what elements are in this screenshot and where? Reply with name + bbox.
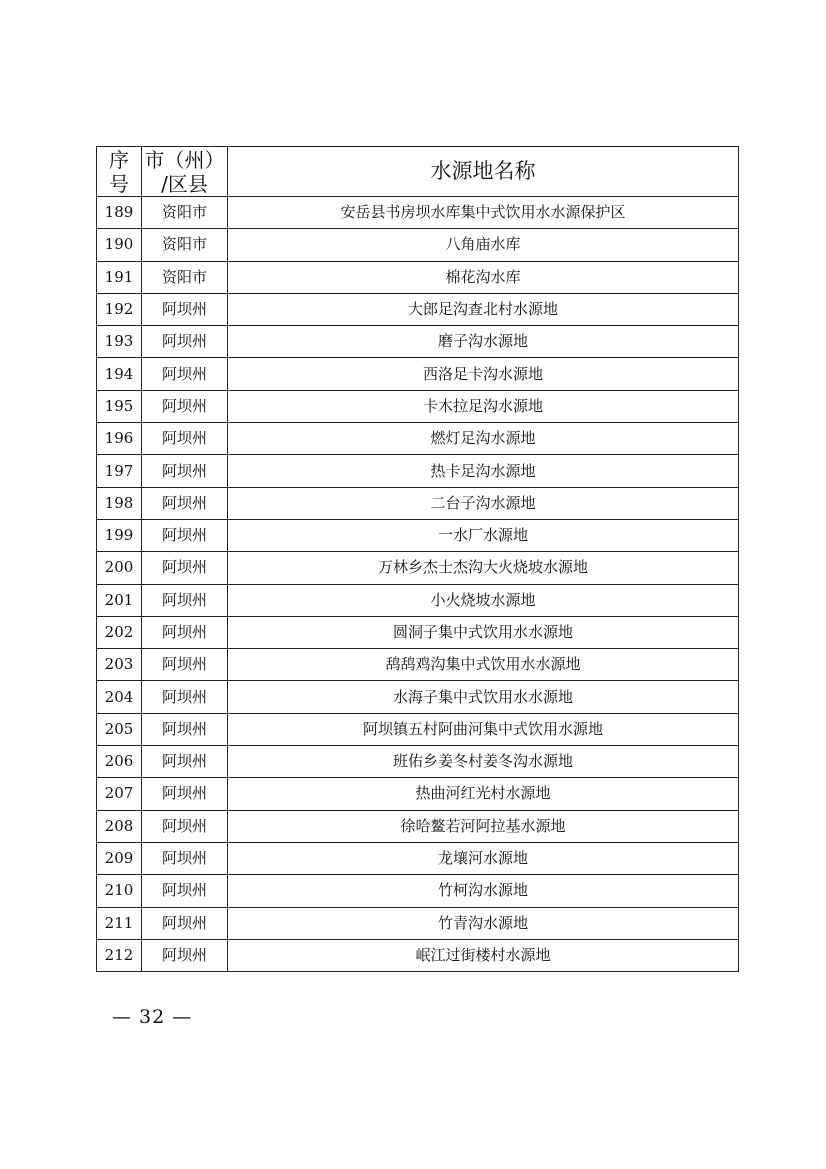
table-row xyxy=(97,390,739,422)
cell-serial-number: 204 xyxy=(97,681,142,713)
cell-serial-number: 190 xyxy=(97,229,142,261)
cell-city: 阿坝州 xyxy=(142,778,228,810)
table-row xyxy=(97,842,739,874)
table-row xyxy=(97,810,739,842)
header-serial-number xyxy=(97,147,142,197)
cell-water-source-name: 磨子沟水源地 xyxy=(228,326,739,358)
cell-water-source-name: 大郎足沟查北村水源地 xyxy=(228,293,739,325)
cell-city: 阿坝州 xyxy=(142,649,228,681)
cell-water-source-name: 竹青沟水源地 xyxy=(228,907,739,939)
cell-serial-number: 209 xyxy=(97,842,142,874)
table-row xyxy=(97,584,739,616)
cell-city: 阿坝州 xyxy=(142,616,228,648)
table-row xyxy=(97,939,739,971)
table-body xyxy=(97,197,739,972)
header-city-line2: /区县 xyxy=(161,171,208,196)
table-row xyxy=(97,713,739,745)
cell-water-source-name: 二台子沟水源地 xyxy=(228,487,739,519)
cell-water-source-name: 万林乡杰士杰沟大火烧坡水源地 xyxy=(228,552,739,584)
cell-city: 阿坝州 xyxy=(142,810,228,842)
cell-serial-number: 200 xyxy=(97,552,142,584)
cell-city: 阿坝州 xyxy=(142,584,228,616)
table-row xyxy=(97,907,739,939)
cell-city: 资阳市 xyxy=(142,229,228,261)
cell-water-source-name: 八角庙水库 xyxy=(228,229,739,261)
cell-water-source-name: 鸹鸹鸡沟集中式饮用水水源地 xyxy=(228,649,739,681)
cell-serial-number: 199 xyxy=(97,519,142,551)
table-row xyxy=(97,487,739,519)
cell-serial-number: 201 xyxy=(97,584,142,616)
table-row xyxy=(97,616,739,648)
cell-serial-number: 206 xyxy=(97,746,142,778)
cell-city: 阿坝州 xyxy=(142,390,228,422)
cell-serial-number: 197 xyxy=(97,455,142,487)
cell-water-source-name: 班佑乡姜冬村姜冬沟水源地 xyxy=(228,746,739,778)
cell-serial-number: 211 xyxy=(97,907,142,939)
cell-water-source-name: 卡木拉足沟水源地 xyxy=(228,390,739,422)
table-row xyxy=(97,423,739,455)
table-row xyxy=(97,197,739,229)
cell-serial-number: 210 xyxy=(97,875,142,907)
table-row xyxy=(97,552,739,584)
cell-water-source-name: 竹柯沟水源地 xyxy=(228,875,739,907)
table-row xyxy=(97,519,739,551)
cell-serial-number: 192 xyxy=(97,293,142,325)
cell-serial-number: 212 xyxy=(97,939,142,971)
cell-city: 阿坝州 xyxy=(142,423,228,455)
cell-city: 阿坝州 xyxy=(142,293,228,325)
table-header-row xyxy=(97,147,739,197)
table-row xyxy=(97,875,739,907)
cell-city: 阿坝州 xyxy=(142,746,228,778)
cell-water-source-name: 岷江过街楼村水源地 xyxy=(228,939,739,971)
table-row xyxy=(97,778,739,810)
cell-serial-number: 203 xyxy=(97,649,142,681)
cell-city: 阿坝州 xyxy=(142,875,228,907)
cell-water-source-name: 燃灯足沟水源地 xyxy=(228,423,739,455)
cell-water-source-name: 热曲河红光村水源地 xyxy=(228,778,739,810)
cell-serial-number: 193 xyxy=(97,326,142,358)
cell-water-source-name: 阿坝镇五村阿曲河集中式饮用水源地 xyxy=(228,713,739,745)
table-row xyxy=(97,358,739,390)
header-water-source-name: 水源地名称 xyxy=(228,147,739,197)
cell-water-source-name: 西洛足卡沟水源地 xyxy=(228,358,739,390)
cell-serial-number: 196 xyxy=(97,423,142,455)
cell-water-source-name: 一水厂水源地 xyxy=(228,519,739,551)
table-row xyxy=(97,649,739,681)
table-row xyxy=(97,293,739,325)
cell-serial-number: 194 xyxy=(97,358,142,390)
cell-water-source-name: 小火烧坡水源地 xyxy=(228,584,739,616)
cell-city: 阿坝州 xyxy=(142,487,228,519)
table-row xyxy=(97,455,739,487)
cell-water-source-name: 徐哈鳌若河阿拉基水源地 xyxy=(228,810,739,842)
cell-water-source-name: 热卡足沟水源地 xyxy=(228,455,739,487)
cell-serial-number: 198 xyxy=(97,487,142,519)
table-row xyxy=(97,261,739,293)
cell-city: 阿坝州 xyxy=(142,842,228,874)
cell-water-source-name: 龙壤河水源地 xyxy=(228,842,739,874)
cell-water-source-name: 棉花沟水库 xyxy=(228,261,739,293)
cell-city: 资阳市 xyxy=(142,197,228,229)
table-row xyxy=(97,326,739,358)
cell-city: 阿坝州 xyxy=(142,552,228,584)
cell-water-source-name: 安岳县书房坝水库集中式饮用水水源保护区 xyxy=(228,197,739,229)
header-serial-line2: 号 xyxy=(109,171,129,196)
cell-serial-number: 205 xyxy=(97,713,142,745)
cell-serial-number: 191 xyxy=(97,261,142,293)
header-city-county xyxy=(142,147,228,197)
page-number: — 32 — xyxy=(112,1006,193,1028)
cell-city: 阿坝州 xyxy=(142,326,228,358)
cell-city: 阿坝州 xyxy=(142,907,228,939)
table-row xyxy=(97,746,739,778)
cell-serial-number: 189 xyxy=(97,197,142,229)
cell-water-source-name: 圆洞子集中式饮用水水源地 xyxy=(228,616,739,648)
cell-city: 资阳市 xyxy=(142,261,228,293)
cell-city: 阿坝州 xyxy=(142,358,228,390)
cell-serial-number: 195 xyxy=(97,390,142,422)
table-row xyxy=(97,229,739,261)
cell-city: 阿坝州 xyxy=(142,455,228,487)
cell-city: 阿坝州 xyxy=(142,939,228,971)
cell-serial-number: 208 xyxy=(97,810,142,842)
cell-city: 阿坝州 xyxy=(142,681,228,713)
cell-water-source-name: 水海子集中式饮用水水源地 xyxy=(228,681,739,713)
header-city-line1: 市（州） xyxy=(144,147,225,172)
cell-city: 阿坝州 xyxy=(142,713,228,745)
header-serial-line1: 序 xyxy=(109,147,129,172)
cell-city: 阿坝州 xyxy=(142,519,228,551)
cell-serial-number: 202 xyxy=(97,616,142,648)
cell-serial-number: 207 xyxy=(97,778,142,810)
water-source-table xyxy=(96,146,739,972)
table-row xyxy=(97,681,739,713)
